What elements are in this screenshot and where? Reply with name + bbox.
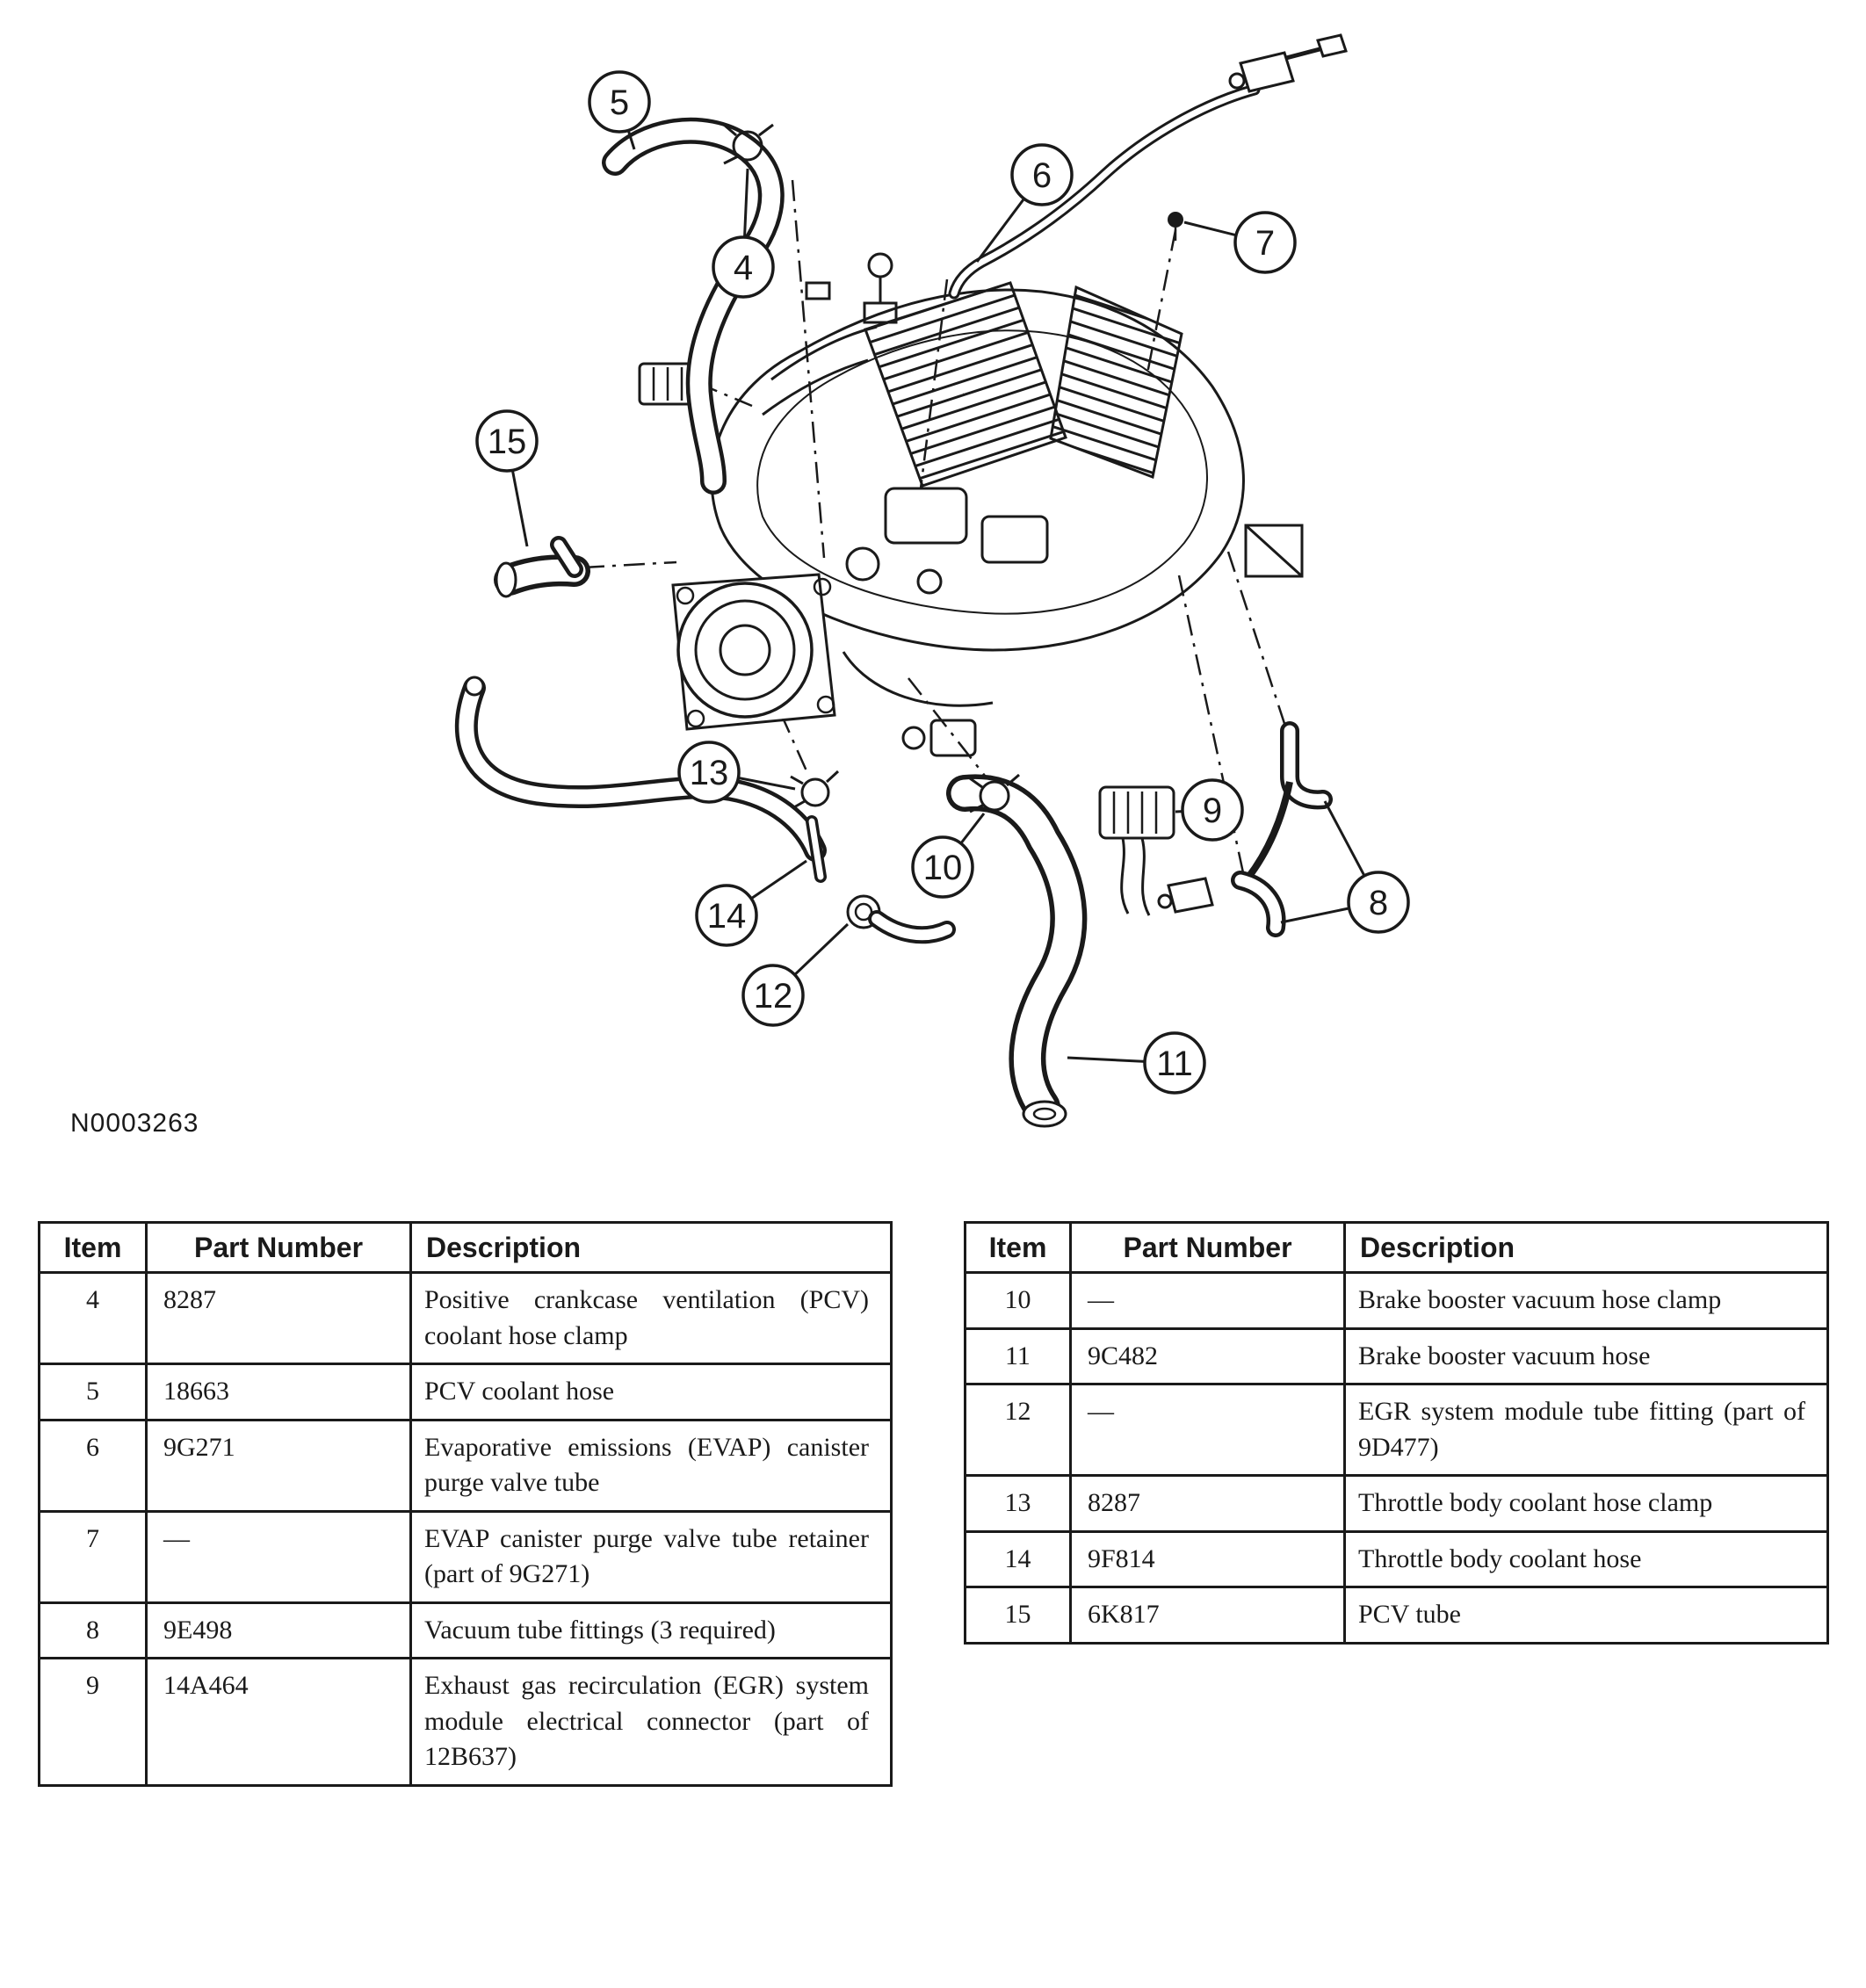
cell-item: 5 [40, 1364, 147, 1421]
table-row [966, 1587, 1828, 1644]
cell-part: 9F814 [1071, 1531, 1345, 1587]
callout-number: 10 [922, 849, 963, 887]
cell-part: 18663 [147, 1364, 411, 1421]
table-row [966, 1476, 1828, 1532]
cell-desc: EVAP canister purge valve tube retainer (part of 9G271) [411, 1511, 892, 1602]
callout-10 [913, 837, 973, 897]
cell-part: 8287 [147, 1273, 411, 1364]
cell-desc: Vacuum tube fittings (3 required) [411, 1602, 892, 1659]
table-row [40, 1602, 892, 1659]
callout-number: 12 [753, 977, 793, 1016]
cell-desc: Brake booster vacuum hose [1345, 1328, 1828, 1384]
cell-desc: Throttle body coolant hose clamp [1345, 1476, 1828, 1532]
cell-item: 7 [40, 1511, 147, 1602]
cell-part: — [1071, 1384, 1345, 1476]
callout-number: 4 [733, 249, 754, 287]
table-row [40, 1364, 892, 1421]
table-row [966, 1531, 1828, 1587]
callout-12 [743, 965, 803, 1025]
pcv-tube [496, 545, 575, 596]
callout-13 [679, 742, 739, 802]
cell-desc: EGR system module tube fitting (part of 9D477) [1345, 1384, 1828, 1476]
cell-item: 4 [40, 1273, 147, 1364]
throttle-body [673, 575, 835, 729]
table-row [966, 1328, 1828, 1384]
header-item: Item [966, 1223, 1071, 1273]
table-row [40, 1420, 892, 1511]
callout-number: 5 [609, 83, 630, 122]
header-description: Description [411, 1223, 892, 1273]
callout-14 [697, 886, 756, 945]
cell-part: 9E498 [147, 1602, 411, 1659]
table-row [966, 1384, 1828, 1476]
cell-desc: PCV coolant hose [411, 1364, 892, 1421]
egr-tube-fitting [848, 896, 947, 935]
callout-number: 15 [487, 423, 527, 461]
cell-item: 14 [966, 1531, 1071, 1587]
callout-number: 8 [1368, 884, 1389, 922]
callout-number: 6 [1031, 156, 1052, 195]
callout-8 [1349, 872, 1408, 932]
header-description: Description [1345, 1223, 1828, 1273]
vacuum-tube-fittings [1159, 731, 1323, 928]
cell-desc: PCV tube [1345, 1587, 1828, 1644]
cell-item: 15 [966, 1587, 1071, 1644]
table-row [40, 1511, 892, 1602]
cell-part: 9G271 [147, 1420, 411, 1511]
header-part-number: Part Number [147, 1223, 411, 1273]
table-header-row [966, 1223, 1828, 1273]
parts-table-left [38, 1221, 893, 1787]
evap-tube-retainer [1168, 212, 1183, 241]
table-row [40, 1659, 892, 1786]
callout-9 [1183, 780, 1242, 840]
figure-reference: N0003263 [70, 1109, 199, 1138]
cell-part: 6K817 [1071, 1587, 1345, 1644]
parts-table-right [964, 1221, 1829, 1645]
callout-number: 7 [1255, 224, 1276, 263]
brake-booster-hose [965, 792, 1068, 1126]
callout-7 [1235, 213, 1295, 272]
callout-5 [589, 72, 649, 132]
header-item: Item [40, 1223, 147, 1273]
header-part-number: Part Number [1071, 1223, 1345, 1273]
callout-number: 13 [689, 754, 729, 792]
cell-item: 6 [40, 1420, 147, 1511]
table-row [966, 1273, 1828, 1329]
cell-part: — [1071, 1273, 1345, 1329]
callout-15 [477, 411, 537, 471]
table-row [40, 1273, 892, 1364]
callout-4 [713, 237, 773, 297]
cell-item: 13 [966, 1476, 1071, 1532]
cell-item: 11 [966, 1328, 1071, 1384]
cell-desc: Evaporative emissions (EVAP) canister purge valve tube [411, 1420, 892, 1511]
cell-part: 8287 [1071, 1476, 1345, 1532]
cell-item: 8 [40, 1602, 147, 1659]
cell-desc: Brake booster vacuum hose clamp [1345, 1273, 1828, 1329]
cell-part: — [147, 1511, 411, 1602]
cell-desc: Positive crankcase ventilation (PCV) coolant hose clamp [411, 1273, 892, 1364]
cell-part: 14A464 [147, 1659, 411, 1786]
callout-number: 11 [1156, 1045, 1193, 1083]
cell-item: 9 [40, 1659, 147, 1786]
cell-item: 12 [966, 1384, 1071, 1476]
callout-11 [1145, 1033, 1204, 1093]
throttle-hose-clamp [791, 771, 838, 808]
callout-number: 9 [1202, 792, 1223, 830]
callout-number: 14 [706, 897, 747, 936]
callout-6 [1012, 145, 1072, 205]
cell-desc: Exhaust gas recirculation (EGR) system module electrical connector (part of 12B637) [411, 1659, 892, 1786]
cell-part: 9C482 [1071, 1328, 1345, 1384]
table-header-row [40, 1223, 892, 1273]
cell-desc: Throttle body coolant hose [1345, 1531, 1828, 1587]
cell-item: 10 [966, 1273, 1071, 1329]
